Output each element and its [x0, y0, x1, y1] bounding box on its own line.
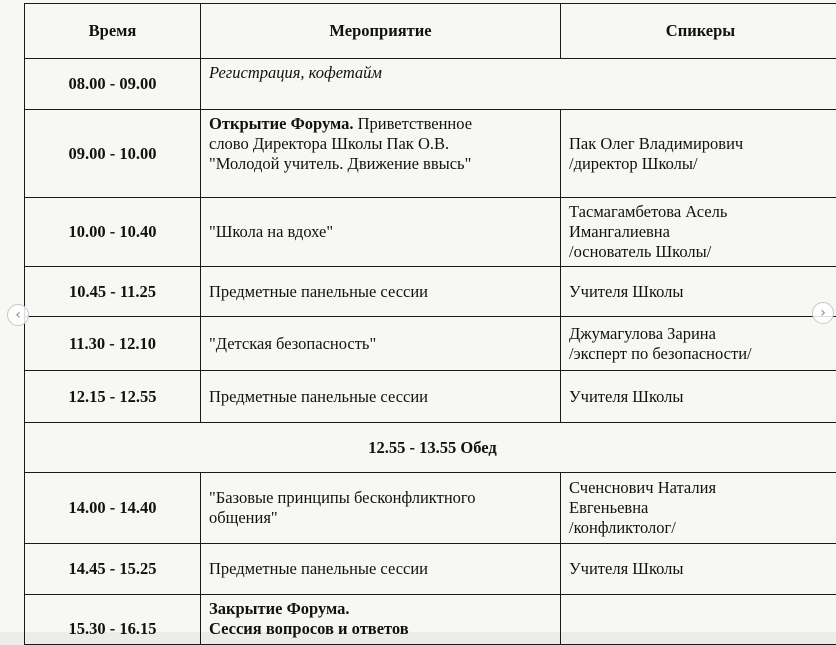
event-cell: [201, 110, 561, 198]
event-line: "Молодой учитель. Движение ввысь": [209, 154, 552, 174]
table-row: [25, 317, 836, 371]
chevron-left-icon[interactable]: ‹: [7, 304, 29, 326]
event-line: [209, 114, 552, 134]
speaker-cell: [561, 317, 836, 371]
table-row: [25, 198, 836, 267]
agenda-table: [24, 3, 836, 645]
event-line: Предметные панельные сессии: [209, 282, 552, 302]
speaker-cell: [561, 595, 836, 645]
event-line: "Школа на вдохе": [209, 222, 552, 242]
time-cell: 14.00 - 14.40: [25, 473, 201, 544]
speaker-line: Тасмагамбетова Асель: [569, 202, 832, 222]
time-cell: 15.30 - 16.15: [25, 595, 201, 645]
event-line: Регистрация, кофетайм: [209, 63, 832, 83]
chevron-right-icon[interactable]: ›: [812, 302, 834, 324]
event-cell: [201, 59, 836, 110]
speaker-line: Учителя Школы: [569, 387, 832, 407]
speaker-cell: [561, 473, 836, 544]
time-cell: 10.00 - 10.40: [25, 198, 201, 267]
speaker-line: /конфликтолог/: [569, 518, 832, 538]
event-cell: [201, 198, 561, 267]
time-cell: 14.45 - 15.25: [25, 544, 201, 595]
event-line: "Базовые принципы бесконфликтного: [209, 488, 552, 508]
event-line: общения": [209, 508, 552, 528]
table-row: [25, 267, 836, 317]
speaker-line: Учителя Школы: [569, 559, 832, 579]
event-cell: [201, 473, 561, 544]
speaker-line: /эксперт по безопасности/: [569, 344, 832, 364]
header-row: [25, 4, 836, 59]
table-row: [25, 371, 836, 423]
speaker-line: Учителя Школы: [569, 282, 832, 302]
event-cell: [201, 544, 561, 595]
event-line: "Детская безопасность": [209, 334, 552, 354]
table-row: [25, 59, 836, 110]
header-speakers: Спикеры: [561, 4, 836, 59]
speaker-cell: [561, 267, 836, 317]
speaker-line: Евгеньевна: [569, 498, 832, 518]
event-line: Предметные панельные сессии: [209, 387, 552, 407]
table-row: [25, 473, 836, 544]
lunch-cell: 12.55 - 13.55 Обед: [25, 423, 836, 473]
time-cell: 12.15 - 12.55: [25, 371, 201, 423]
event-line: слово Директора Школы Пак О.В.: [209, 134, 552, 154]
table-row: [25, 110, 836, 198]
speaker-cell: [561, 110, 836, 198]
time-cell: 11.30 - 12.10: [25, 317, 201, 371]
event-line: Закрытие Форума.: [209, 599, 552, 619]
lunch-row: [25, 423, 836, 473]
speaker-line: Сченснович Наталия: [569, 478, 832, 498]
table-row: [25, 595, 836, 645]
speaker-line: Пак Олег Владимирович: [569, 134, 832, 154]
speaker-cell: [561, 198, 836, 267]
table-row: [25, 544, 836, 595]
speaker-line: /директор Школы/: [569, 154, 832, 174]
event-cell: [201, 267, 561, 317]
event-line: Предметные панельные сессии: [209, 559, 552, 579]
event-bold-text: Открытие Форума.: [209, 114, 353, 133]
time-cell: 09.00 - 10.00: [25, 110, 201, 198]
speaker-line: /основатель Школы/: [569, 242, 832, 262]
event-line: Сессия вопросов и ответов: [209, 619, 552, 639]
speaker-cell: [561, 544, 836, 595]
time-cell: 08.00 - 09.00: [25, 59, 201, 110]
event-cell: [201, 595, 561, 645]
event-text: Приветственное: [353, 114, 472, 133]
speaker-line: Джумагулова Зарина: [569, 324, 832, 344]
header-time: Время: [25, 4, 201, 59]
speaker-cell: [561, 371, 836, 423]
speaker-line: Имангалиевна: [569, 222, 832, 242]
event-cell: [201, 317, 561, 371]
time-cell: 10.45 - 11.25: [25, 267, 201, 317]
header-event: Мероприятие: [201, 4, 561, 59]
event-cell: [201, 371, 561, 423]
